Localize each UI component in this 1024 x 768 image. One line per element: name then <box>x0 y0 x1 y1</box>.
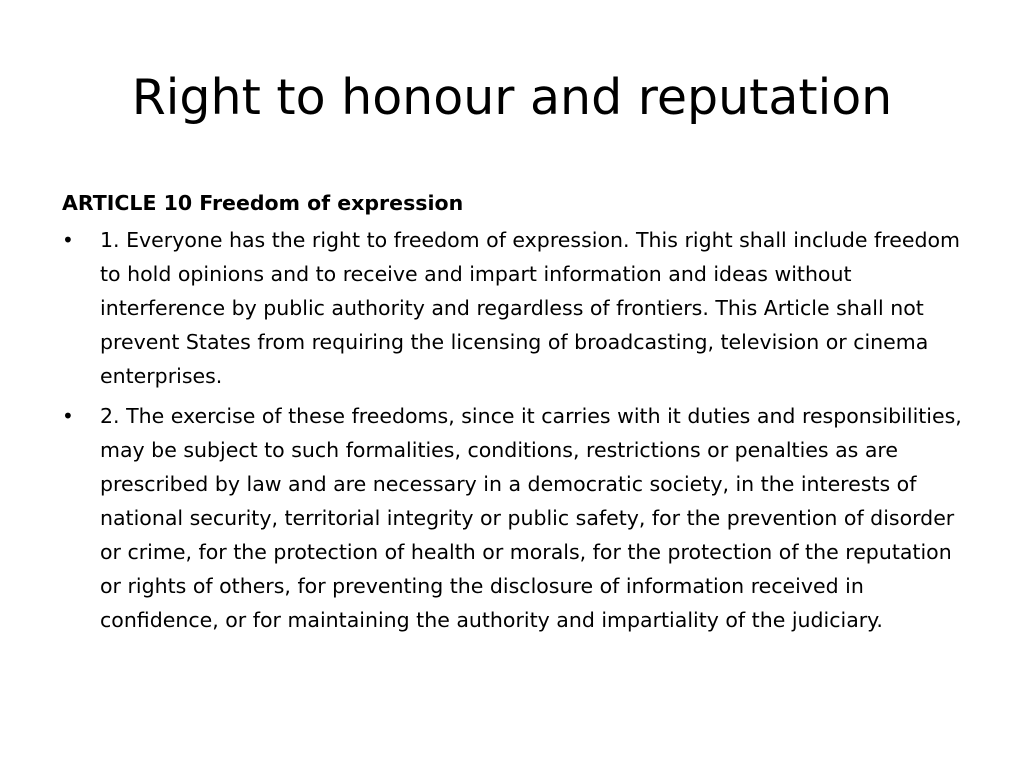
bullet-item-1 <box>62 223 972 393</box>
slide-content <box>62 188 972 643</box>
bullet-text-1: 1. Everyone has the right to freedom of expression. This right shall include freedom to hold opinions and to receive and impart information and ideas without interference by public authority and regardless of frontiers. This Article shall not prevent States from requiring the licensing of broadcasting, television or cinema enterprises. <box>100 228 960 388</box>
slide-title: Right to honour and reputation <box>131 69 893 126</box>
bullet-text-2: 2. The exercise of these freedoms, since it carries with it duties and responsibilities, may be subject to such formalities, conditions, restrictions or penalties as are prescribed by law and are necessary in a democratic society, in the interests of national security, territorial integrity or public safety, for the prevention of disorder or crime, for the protection of health or morals, for the protection of the reputation or rights of others, for preventing the disclosure of information received in confidence, or for maintaining the authority and impartiality of the judiciary. <box>100 404 962 632</box>
bullet-list <box>62 223 972 637</box>
article-heading: ARTICLE 10 Freedom of expression <box>62 191 464 215</box>
bullet-item-2 <box>62 399 972 637</box>
bullet-marker-icon: • <box>62 228 74 252</box>
bullet-marker-icon: • <box>62 404 74 428</box>
